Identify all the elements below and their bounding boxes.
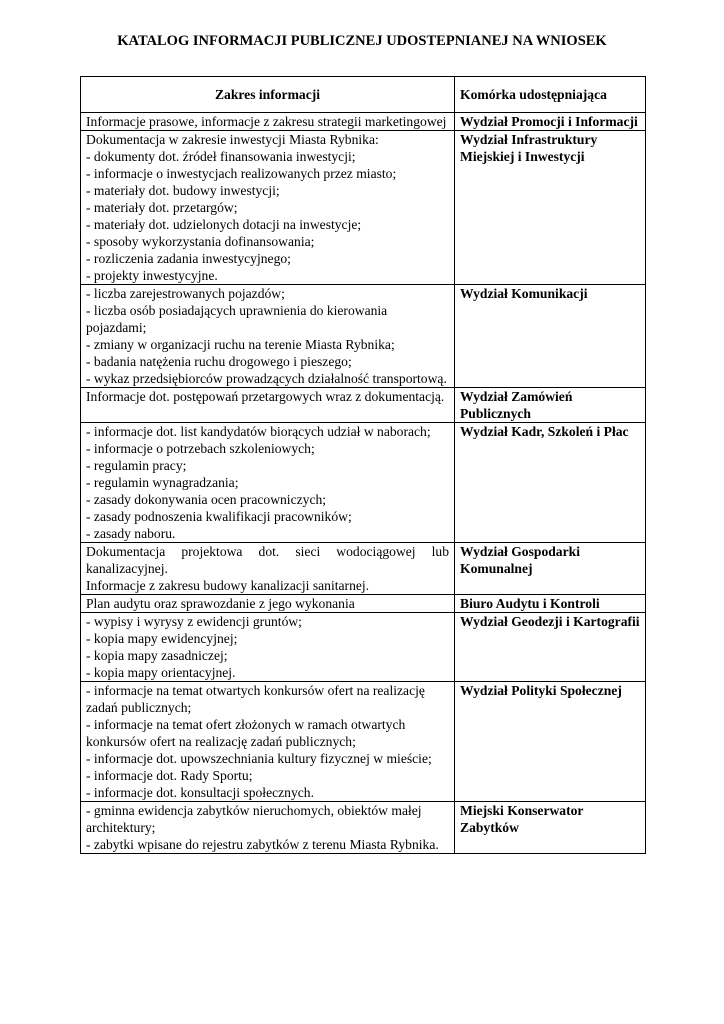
scope-line: Informacje prasowe, informacje z zakresu strategii marketingowej: [86, 114, 447, 129]
scope-line: - materiały dot. budowy inwestycji;: [86, 183, 280, 198]
scope-line: - sposoby wykorzystania dofinansowania;: [86, 234, 315, 249]
scope-cell: [81, 423, 455, 543]
scope-line: - informacje o inwestycjach realizowanych przez miasto;: [86, 166, 397, 181]
header-scope: Zakres informacji: [81, 77, 455, 113]
scope-line: - regulamin wynagradzania;: [86, 475, 239, 490]
scope-line: - informacje dot. upowszechniania kultury fizycznej w mieście;: [86, 751, 432, 766]
scope-line: - zasady naboru.: [86, 526, 176, 541]
scope-line: - kopia mapy zasadniczej;: [86, 648, 228, 663]
table-row: [81, 388, 646, 423]
page-title: KATALOG INFORMACJI PUBLICZNEJ UDOSTEPNIANEJ NA WNIOSEK: [117, 33, 607, 49]
scope-line: - dokumenty dot. źródeł finansowania inwestycji;: [86, 149, 356, 164]
scope-cell: [81, 543, 455, 595]
scope-cell: [81, 682, 455, 802]
scope-line: - kopia mapy orientacyjnej.: [86, 665, 236, 680]
unit-cell: Wydział Polityki Społecznej: [455, 682, 646, 802]
scope-line: - informacje na temat otwartych konkursów ofert na realizację zadań publicznych;: [86, 683, 425, 715]
scope-line: - informacje na temat ofert złożonych w ramach otwartych konkursów ofert na realizację zadań publicznych;: [86, 717, 406, 749]
scope-line: - zmiany w organizacji ruchu na terenie Miasta Rybnika;: [86, 337, 395, 352]
table-row: [81, 131, 646, 285]
scope-line: - liczba zarejestrowanych pojazdów;: [86, 286, 285, 301]
scope-line: - informacje o potrzebach szkoleniowych;: [86, 441, 315, 456]
scope-line: - materiały dot. udzielonych dotacji na inwestycje;: [86, 217, 362, 232]
table-row: [81, 423, 646, 543]
header-unit: Komórka udostępniająca: [455, 77, 646, 113]
table-row: [81, 802, 646, 854]
table-row: [81, 682, 646, 802]
unit-cell: Wydział Komunikacji: [455, 285, 646, 388]
scope-line: - wykaz przedsiębiorców prowadzących działalność transportową.: [86, 371, 447, 386]
scope-line: - zasady dokonywania ocen pracowniczych;: [86, 492, 327, 507]
scope-cell: [81, 802, 455, 854]
table-row: [81, 595, 646, 613]
unit-cell: Wydział Promocji i Informacji: [455, 113, 646, 131]
scope-cell: [81, 131, 455, 285]
scope-line: - informacje dot. Rady Sportu;: [86, 768, 253, 783]
unit-cell: Wydział Zamówień Publicznych: [455, 388, 646, 423]
unit-cell: Miejski Konserwator Zabytków: [455, 802, 646, 854]
table-row: [81, 285, 646, 388]
table-row: [81, 613, 646, 682]
scope-line: Dokumentacja projektowa dot. sieci wodociągowej lub kanalizacyjnej.: [86, 544, 449, 576]
unit-cell: Wydział Geodezji i Kartografii: [455, 613, 646, 682]
scope-line: - rozliczenia zadania inwestycyjnego;: [86, 251, 291, 266]
scope-line: Informacje dot. postępowań przetargowych wraz z dokumentacją.: [86, 389, 445, 404]
scope-line: - wypisy i wyrysy z ewidencji gruntów;: [86, 614, 302, 629]
scope-line: Informacje z zakresu budowy kanalizacji sanitarnej.: [86, 578, 370, 593]
catalog-table: [80, 76, 646, 854]
table-row: [81, 543, 646, 595]
scope-line: - kopia mapy ewidencyjnej;: [86, 631, 238, 646]
scope-line: - projekty inwestycyjne.: [86, 268, 218, 283]
scope-line: - badania natężenia ruchu drogowego i pieszego;: [86, 354, 352, 369]
scope-cell: [81, 113, 455, 131]
unit-cell: Biuro Audytu i Kontroli: [455, 595, 646, 613]
scope-line: - zabytki wpisane do rejestru zabytków z terenu Miasta Rybnika.: [86, 837, 439, 852]
unit-cell: Wydział Infrastruktury Miejskiej i Inwestycji: [455, 131, 646, 285]
scope-line: - materiały dot. przetargów;: [86, 200, 238, 215]
unit-cell: Wydział Gospodarki Komunalnej: [455, 543, 646, 595]
scope-line: - liczba osób posiadających uprawnienia do kierowania pojazdami;: [86, 303, 388, 335]
scope-line: - gminna ewidencja zabytków nieruchomych, obiektów małej architektury;: [86, 803, 422, 835]
table-row: [81, 113, 646, 131]
scope-cell: [81, 285, 455, 388]
scope-line: - zasady podnoszenia kwalifikacji pracowników;: [86, 509, 352, 524]
scope-line: - informacje dot. konsultacji społecznych.: [86, 785, 315, 800]
table-header-row: [81, 77, 646, 113]
scope-line: - informacje dot. list kandydatów biorących udział w naborach;: [86, 424, 431, 439]
scope-cell: [81, 613, 455, 682]
scope-line: Plan audytu oraz sprawozdanie z jego wykonania: [86, 596, 355, 611]
unit-cell: Wydział Kadr, Szkoleń i Płac: [455, 423, 646, 543]
scope-line: Dokumentacja w zakresie inwestycji Miasta Rybnika:: [86, 132, 379, 147]
scope-cell: [81, 388, 455, 423]
scope-line: - regulamin pracy;: [86, 458, 187, 473]
scope-cell: [81, 595, 455, 613]
